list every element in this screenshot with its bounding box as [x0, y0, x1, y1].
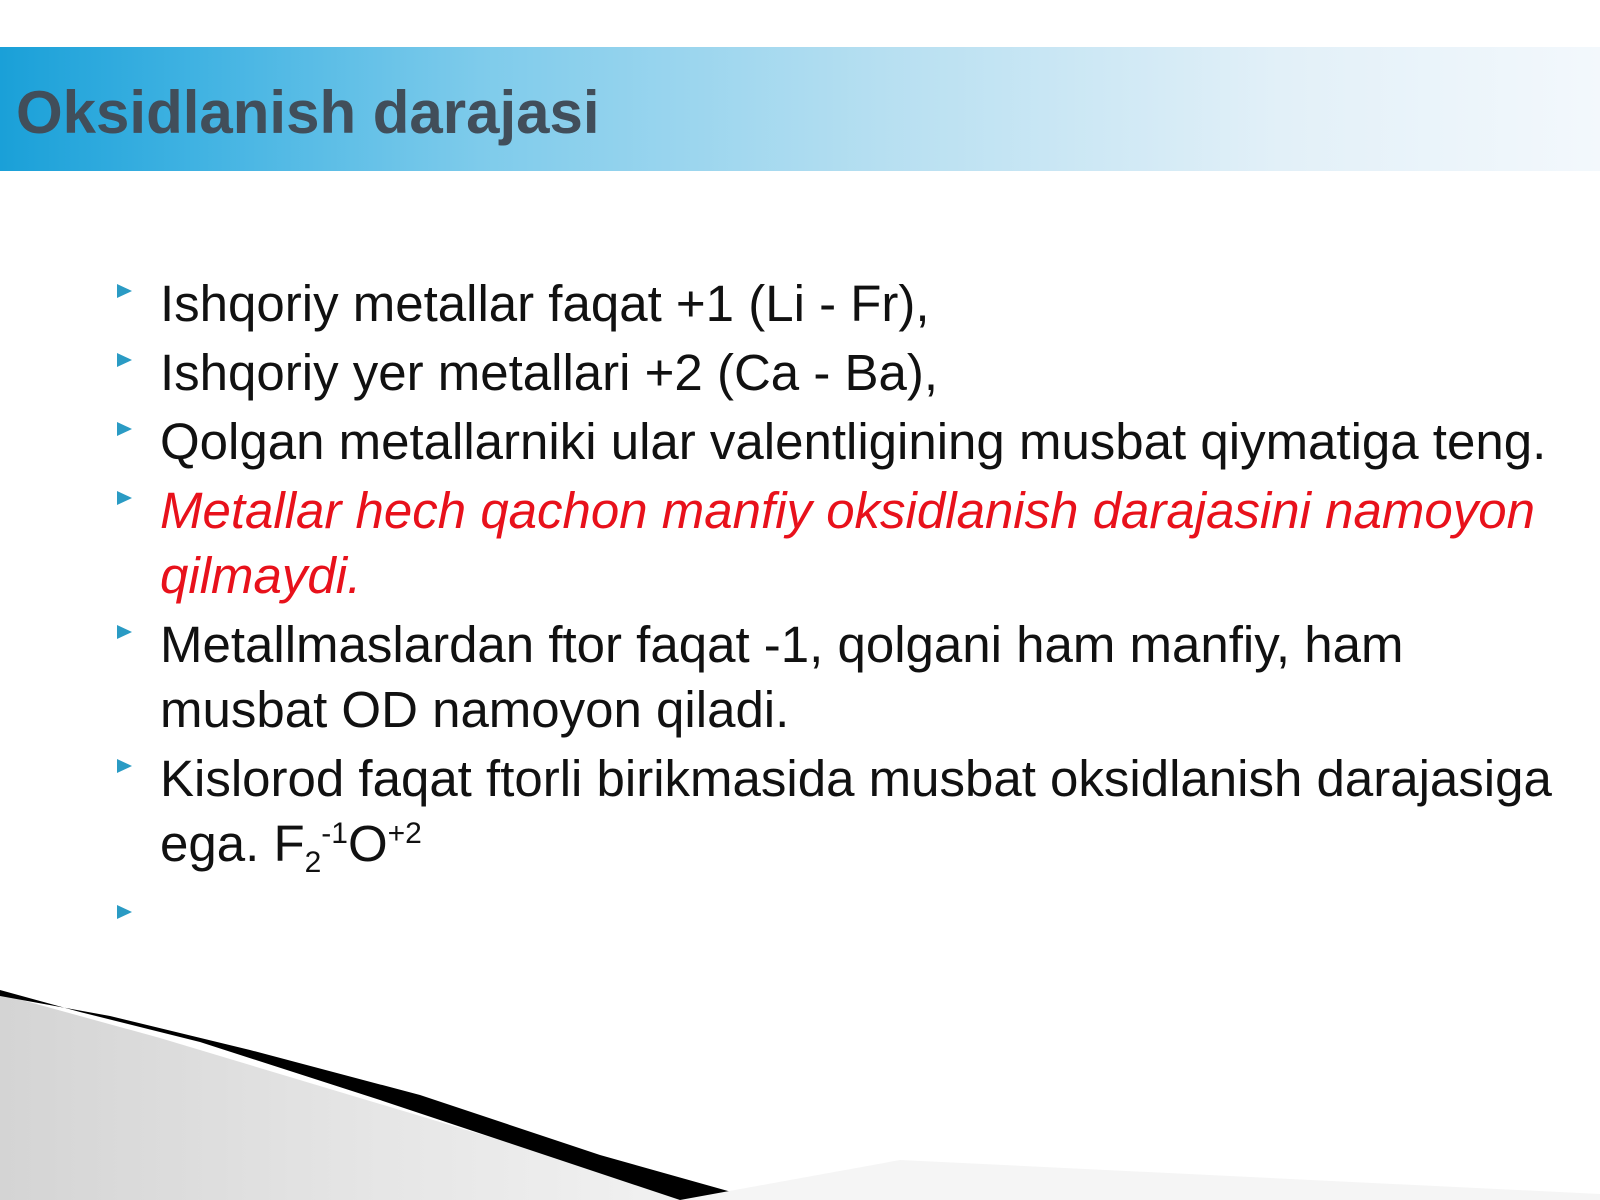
bullet-item-emphasis [115, 478, 1555, 608]
formula-element: O [347, 815, 388, 872]
triangle-right-icon [117, 491, 132, 505]
formula-superscript: +2 [387, 817, 422, 850]
triangle-right-icon [117, 422, 132, 436]
formula-subscript: 2 [304, 846, 322, 880]
bottom-decoration [0, 980, 1600, 1200]
bullet-item-empty [115, 880, 1555, 945]
bullet-item [115, 746, 1555, 880]
triangle-right-icon [117, 625, 132, 639]
bullet-item [115, 340, 1555, 405]
formula-element: F [273, 815, 305, 872]
bullet-text: Kislorod faqat ftorli birikmasida musbat oksidlanish darajasiga ega. [160, 750, 1552, 872]
triangle-right-icon [117, 905, 132, 919]
bullet-text-emphasis: Metallar hech qachon manfiy oksidlanish darajasini namoyon qilmaydi. [160, 482, 1535, 604]
bullet-text: Metallmaslardan ftor faqat -1, qolgani ham manfiy, ham musbat OD namoyon qiladi. [160, 616, 1404, 738]
decor-light-band [680, 1160, 1600, 1200]
triangle-right-icon [117, 759, 132, 773]
bullet-item [115, 409, 1555, 474]
bullet-item [115, 271, 1555, 336]
triangle-right-icon [117, 353, 132, 367]
bullet-item [115, 612, 1555, 742]
bullet-text: Ishqoriy yer metallari +2 (Ca - Ba), [160, 344, 938, 401]
bullet-text: Ishqoriy metallar faqat +1 (Li - Fr), [160, 275, 930, 332]
chemical-formula [273, 815, 422, 880]
triangle-right-icon [117, 284, 132, 298]
formula-superscript: -1 [321, 817, 348, 850]
bullet-list [115, 271, 1555, 949]
bullet-text: Qolgan metallarniki ular valentligining musbat qiymatiga teng. [160, 413, 1547, 470]
slide-title: Oksidlanish darajasi [16, 79, 600, 146]
